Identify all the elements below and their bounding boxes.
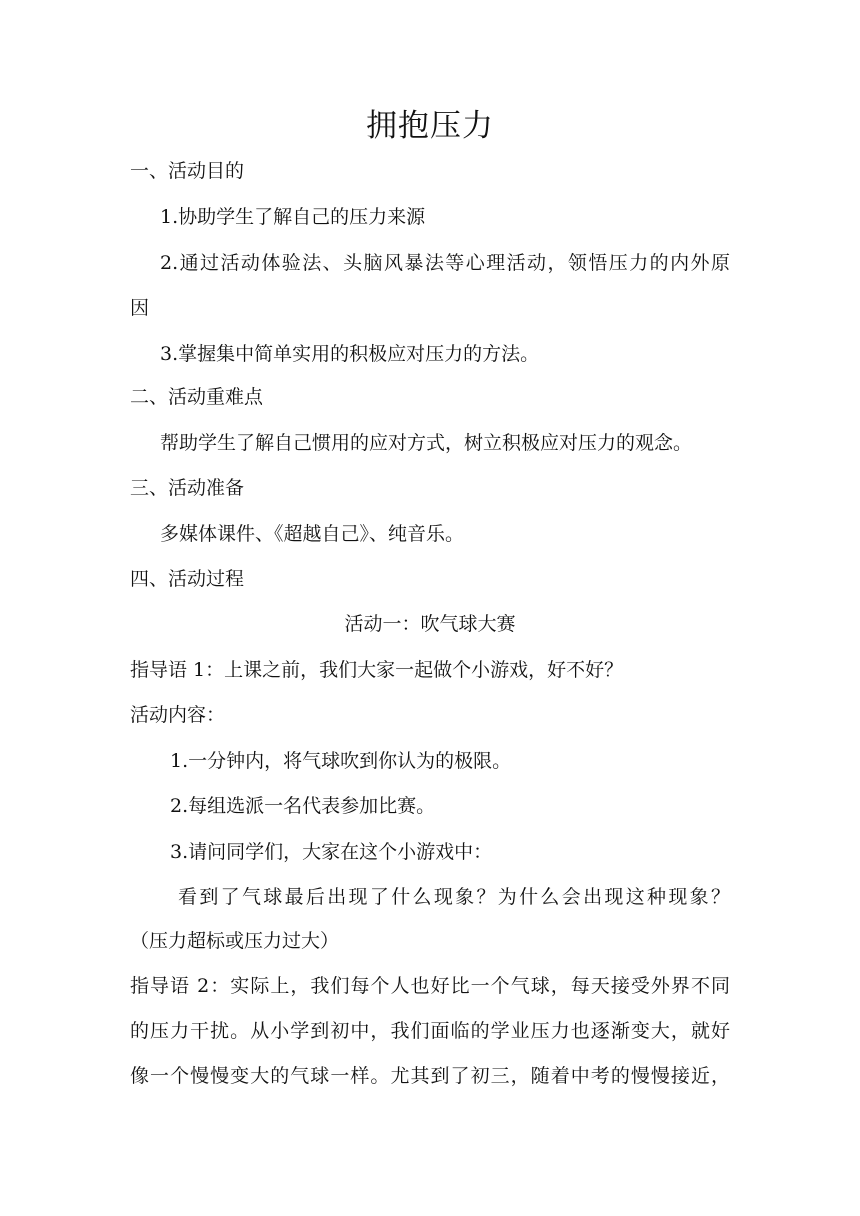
activity-content-label: 活动内容： [130, 704, 226, 726]
section-heading-preparation: 三、活动准备 [130, 477, 245, 499]
section-heading-process: 四、活动过程 [130, 568, 245, 590]
activity-item-2: 2.每组选派一名代表参加比赛。 [170, 795, 436, 817]
document-title: 拥抱压力 [366, 108, 494, 144]
guide-text-2-line-2: 的压力干扰。从小学到初中，我们面临的学业压力也逐渐变大，就好 [130, 1020, 730, 1042]
section-heading-goals: 一、活动目的 [130, 160, 245, 182]
key-points-text: 帮助学生了解自己惯用的应对方式，树立积极应对压力的观念。 [160, 432, 693, 454]
goal-item-2: 2.通过活动体验法、头脑风暴法等心理活动，领悟压力的内外原 [160, 252, 730, 274]
activity-question: 看到了气球最后出现了什么现象？为什么会出现这种现象？ [178, 886, 730, 908]
activity-item-3: 3.请问同学们，大家在这个小游戏中： [170, 841, 493, 863]
goal-item-3: 3.掌握集中简单实用的积极应对压力的方法。 [160, 343, 540, 365]
activity-answer: （压力超标或压力过大） [130, 930, 340, 952]
goal-item-2-continued: 因 [130, 297, 150, 319]
preparation-text: 多媒体课件、《超越自己》、纯音乐。 [160, 523, 465, 545]
activity-item-1: 1.一分钟内，将气球吹到你认为的极限。 [170, 750, 512, 772]
guide-text-2-line-1: 指导语 2：实际上，我们每个人也好比一个气球，每天接受外界不同 [130, 975, 730, 997]
goal-item-1: 1.协助学生了解自己的压力来源 [160, 206, 426, 228]
activity-title: 活动一：吹气球大赛 [344, 613, 516, 635]
section-heading-key-points: 二、活动重难点 [130, 386, 264, 408]
guide-text-1: 指导语 1：上课之前，我们大家一起做个小游戏，好不好？ [130, 659, 624, 681]
guide-text-2-line-3: 像一个慢慢变大的气球一样。尤其到了初三，随着中考的慢慢接近， [130, 1065, 730, 1087]
